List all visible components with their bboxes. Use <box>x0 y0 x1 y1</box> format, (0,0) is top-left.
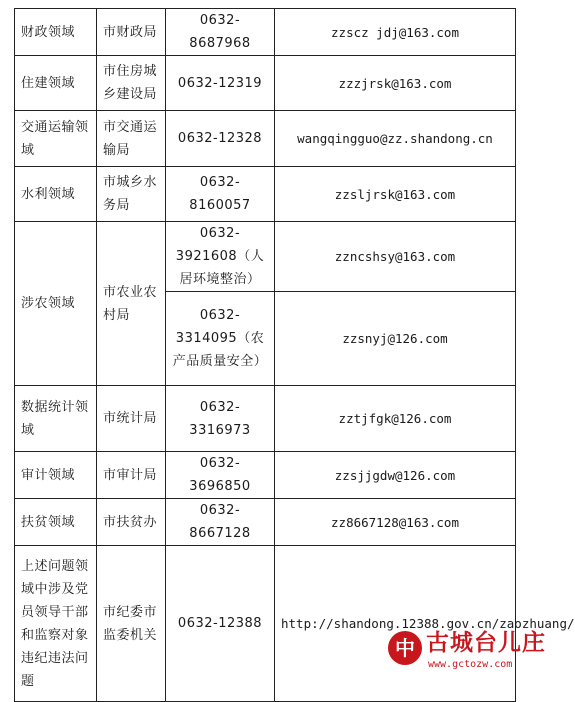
phone-cell: 0632-8667128 <box>166 499 275 546</box>
department-cell: 市纪委市监委机关 <box>97 546 166 702</box>
email-cell: zzsnyj@126.com <box>275 292 516 386</box>
table-row <box>15 167 516 222</box>
phone-cell: 0632-12388 <box>166 546 275 702</box>
email-cell: zzsljrsk@163.com <box>275 167 516 222</box>
department-cell: 市住房城乡建设局 <box>97 56 166 111</box>
email-cell: wangqingguo@zz.shandong.cn <box>275 111 516 167</box>
email-cell: zztjfgk@126.com <box>275 386 516 452</box>
logo-name: 古城台儿庄 <box>426 629 546 656</box>
phone-cell: 0632-8687968 <box>166 9 275 56</box>
field-cell: 住建领域 <box>15 56 97 111</box>
table-row <box>15 111 516 167</box>
phone-cell: 0632-12328 <box>166 111 275 167</box>
table-row <box>15 546 516 702</box>
field-cell: 上述问题领域中涉及党员领导干部和监察对象违纪违法问题 <box>15 546 97 702</box>
department-cell: 市农业农村局 <box>97 222 166 386</box>
field-cell: 财政领域 <box>15 9 97 56</box>
field-cell: 水利领域 <box>15 167 97 222</box>
field-cell: 审计领域 <box>15 452 97 499</box>
email-cell: zzzjrsk@163.com <box>275 56 516 111</box>
department-cell: 市扶贫办 <box>97 499 166 546</box>
field-cell: 涉农领域 <box>15 222 97 386</box>
table-row <box>15 499 516 546</box>
email-cell: zz8667128@163.com <box>275 499 516 546</box>
field-cell: 交通运输领域 <box>15 111 97 167</box>
phone-cell: 0632-3696850 <box>166 452 275 499</box>
field-cell: 数据统计领域 <box>15 386 97 452</box>
phone-cell: 0632-3316973 <box>166 386 275 452</box>
phone-cell: 0632-8160057 <box>166 167 275 222</box>
logo-badge-icon: 中 <box>388 631 422 665</box>
table-row <box>15 222 516 292</box>
email-cell: zzscz jdj@163.com <box>275 9 516 56</box>
phone-cell: 0632-12319 <box>166 56 275 111</box>
department-cell: 市财政局 <box>97 9 166 56</box>
logo-url: www.gctozw.com <box>428 659 513 670</box>
table-row <box>15 386 516 452</box>
department-cell: 市城乡水务局 <box>97 167 166 222</box>
table-row <box>15 9 516 56</box>
table-row <box>15 452 516 499</box>
email-cell: zzsjjgdw@126.com <box>275 452 516 499</box>
watermark-logo <box>388 627 546 677</box>
contact-table <box>14 8 575 702</box>
website-link[interactable]: http://shandong.12388.gov.cn/zaozhuang/ <box>275 546 516 702</box>
email-cell: zzncshsy@163.com <box>275 222 516 292</box>
department-cell: 市统计局 <box>97 386 166 452</box>
phone-cell: 0632-3921608（人居环境整治） <box>166 222 275 292</box>
field-cell: 扶贫领域 <box>15 499 97 546</box>
department-cell: 市交通运输局 <box>97 111 166 167</box>
phone-cell: 0632-3314095（农产品质量安全） <box>166 292 275 386</box>
table-row <box>15 56 516 111</box>
department-cell: 市审计局 <box>97 452 166 499</box>
